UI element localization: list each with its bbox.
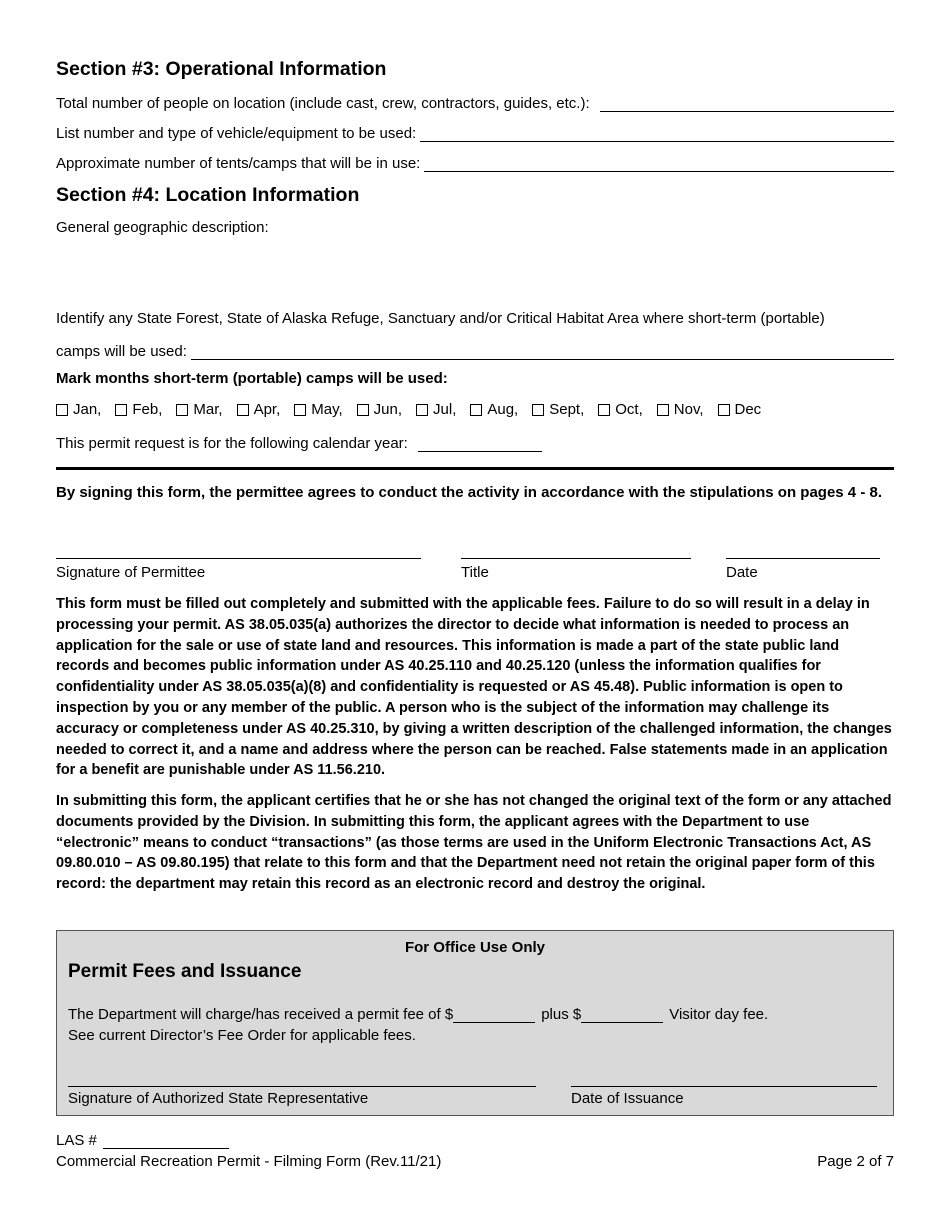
identify-text: Identify any State Forest, State of Alaska Refuge, Sanctuary and/or Critical Habitat Area where short-term (portable): [56, 310, 825, 327]
las-number-field[interactable]: [103, 1134, 229, 1149]
month-jan[interactable]: Jan,: [56, 401, 101, 418]
month-sept[interactable]: Sept,: [532, 401, 584, 418]
checkbox[interactable]: [718, 404, 730, 416]
notice-paragraph-2: In submitting this form, the applicant certifies that he or she has not changed the original text of the form or any attached documents provided by the Division. In submitting this form, the applicant agrees with the Department to use “electronic” means to conduct “transactions” (as those terms are used in the Uniform Electronic Transactions Act, AS 09.80.010 – AS 09.80.195) that relate to this form and that the Department need not retain the original paper form of this record: the department may retain this record as an electronic record and destroy the original.: [56, 793, 892, 893]
form-name: Commercial Recreation Permit - Filming Form (Rev.11/21): [56, 1153, 442, 1170]
people-count-label: Total number of people on location (include cast, crew, contractors, guides, etc.):: [56, 95, 590, 112]
permit-fees-title: Permit Fees and Issuance: [68, 961, 302, 982]
tents-label: Approximate number of tents/camps that will be in use:: [56, 155, 421, 172]
section4-title: Section #4: Location Information: [56, 184, 360, 206]
signing-statement: By signing this form, the permittee agrees to conduct the activity in accordance with the stipulations on pages 4 - 8.: [56, 484, 882, 501]
las-label: LAS #: [56, 1132, 97, 1149]
title-label: Title: [461, 564, 489, 581]
las-number-row: [56, 1132, 229, 1149]
year-field[interactable]: [418, 436, 542, 452]
checkbox[interactable]: [532, 404, 544, 416]
month-mar[interactable]: Mar,: [176, 401, 222, 418]
tents-row: [56, 152, 894, 172]
fee-note: See current Director’s Fee Order for applicable fees.: [68, 1027, 416, 1044]
state-rep-signature-field[interactable]: [68, 1086, 536, 1087]
geo-description-field[interactable]: [56, 240, 894, 302]
year-row: [56, 432, 576, 452]
date-field[interactable]: [726, 558, 880, 559]
fee-row: [68, 1006, 768, 1023]
people-count-row: [56, 92, 894, 112]
month-nov[interactable]: Nov,: [657, 401, 704, 418]
checkbox[interactable]: [237, 404, 249, 416]
form-page: [56, 0, 894, 1230]
year-label: This permit request is for the following calendar year:: [56, 435, 408, 452]
month-apr[interactable]: Apr,: [237, 401, 281, 418]
visitor-day-fee-field[interactable]: [581, 1008, 663, 1023]
date-label: Date: [726, 564, 758, 581]
fee-text-3: Visitor day fee.: [669, 1006, 769, 1023]
vehicle-field[interactable]: [420, 126, 894, 142]
state-rep-signature-label: Signature of Authorized State Representative: [68, 1090, 369, 1107]
checkbox[interactable]: [470, 404, 482, 416]
checkbox[interactable]: [115, 404, 127, 416]
checkbox[interactable]: [176, 404, 188, 416]
months-heading: Mark months short-term (portable) camps will be used:: [56, 370, 448, 387]
checkbox[interactable]: [657, 404, 669, 416]
camps-row: [56, 340, 894, 360]
month-jul[interactable]: Jul,: [416, 401, 456, 418]
section-divider: [56, 467, 894, 470]
issuance-date-field[interactable]: [571, 1086, 877, 1087]
month-may[interactable]: May,: [294, 401, 342, 418]
people-count-field[interactable]: [600, 96, 894, 112]
page-number: Page 2 of 7: [817, 1153, 894, 1170]
checkbox[interactable]: [416, 404, 428, 416]
month-dec[interactable]: Dec: [718, 401, 762, 418]
camps-label: camps will be used:: [56, 343, 187, 360]
checkbox[interactable]: [294, 404, 306, 416]
checkbox[interactable]: [56, 404, 68, 416]
fee-text-1: The Department will charge/has received a permit fee of $: [68, 1006, 454, 1023]
checkbox[interactable]: [357, 404, 369, 416]
month-feb[interactable]: Feb,: [115, 401, 162, 418]
tents-field[interactable]: [424, 156, 894, 172]
vehicle-row: [56, 122, 894, 142]
notice-paragraph-1: This form must be filled out completely and submitted with the applicable fees. Failure to do so will result in a delay in processing your permit. AS 38.05.035(a) authorizes the director to decide what information is needed to process an application for the sale or use of state land and resources. This information is made a part of the state public land records and becomes public information under AS 40.25.110 and 40.25.120 (unless the information qualifies for confidentiality under AS 38.05.035(a)(8) and confidentiality is requested or AS 45.48). Public information is open to inspection by you or any member of the public. A person who is the subject of the information may challenge its accuracy or completeness under AS 40.25.310, by giving a written description of the challenged information, the changes needed to correct it, and a name and address where the person can be reached. False statements made in an application for a benefit are punishable under AS 11.56.210.: [56, 596, 892, 779]
fee-text-2: plus $: [541, 1006, 582, 1023]
title-field[interactable]: [461, 558, 691, 559]
geo-description-label: General geographic description:: [56, 219, 269, 236]
issuance-date-label: Date of Issuance: [571, 1090, 684, 1107]
office-use-header: For Office Use Only: [404, 939, 546, 956]
month-oct[interactable]: Oct,: [598, 401, 643, 418]
permit-fee-field[interactable]: [453, 1008, 535, 1023]
permittee-signature-field[interactable]: [56, 558, 421, 559]
section3-title: Section #3: Operational Information: [56, 58, 387, 80]
months-checkbox-row: [56, 401, 775, 418]
vehicle-label: List number and type of vehicle/equipment to be used:: [56, 125, 417, 142]
office-use-box: [56, 930, 894, 1116]
signature-label: Signature of Permittee: [56, 564, 206, 581]
camps-field[interactable]: [191, 344, 894, 360]
month-aug[interactable]: Aug,: [470, 401, 518, 418]
checkbox[interactable]: [598, 404, 610, 416]
month-jun[interactable]: Jun,: [357, 401, 402, 418]
